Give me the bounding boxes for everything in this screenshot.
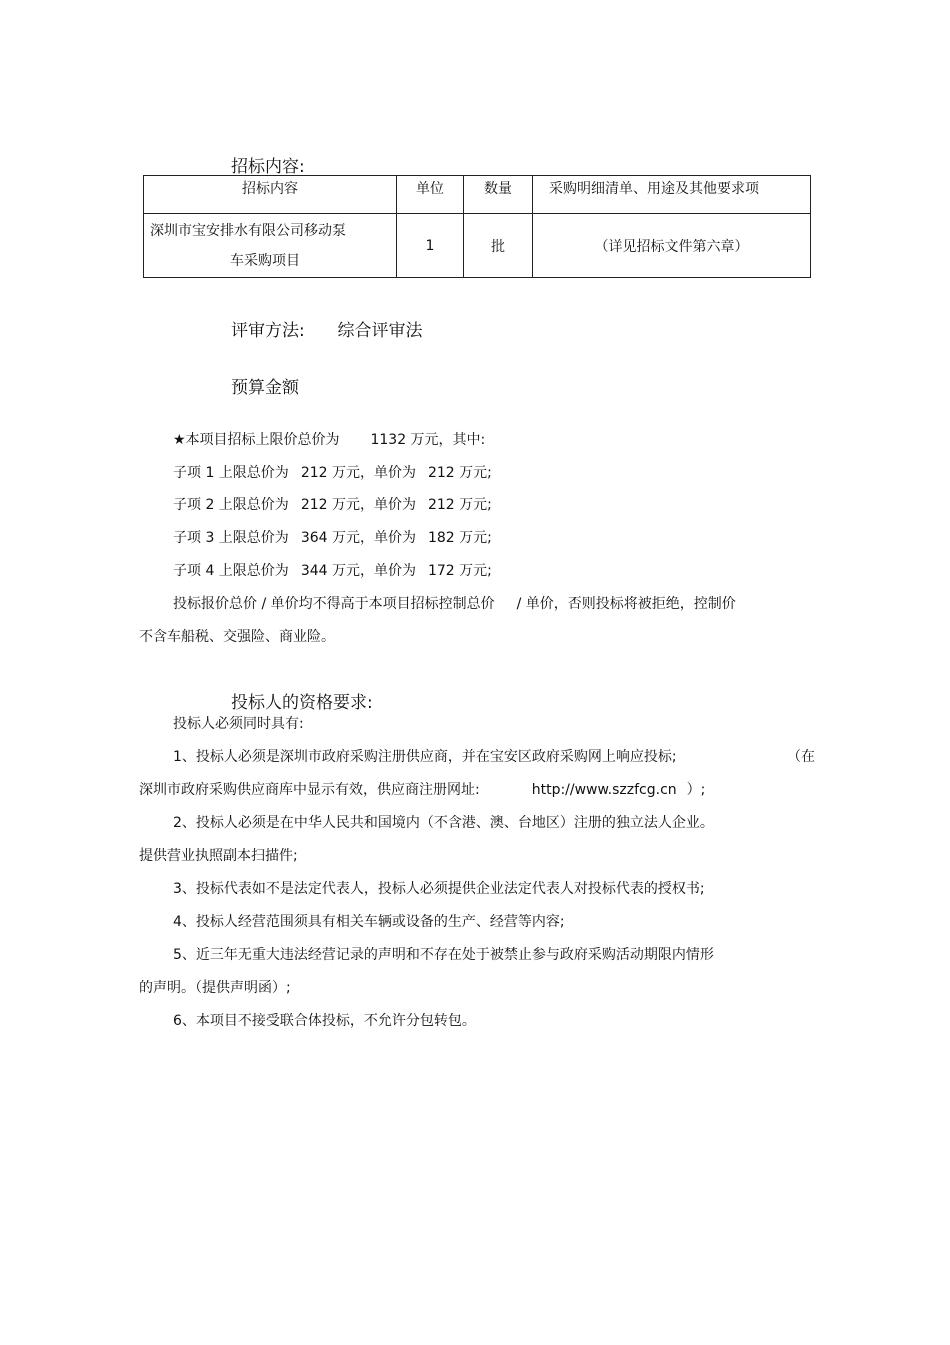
qualification-heading: 投标人的资格要求: — [231, 693, 373, 713]
budget-item: 子项 3 上限总价为 364 万元，单价为 182 万元; — [173, 530, 492, 546]
budget-note-line1: 投标报价总价 / 单价均不得高于本项目招标控制总价 / 单价，否则投标将被拒绝，控制价 — [173, 596, 736, 612]
requirement-3: 3、投标代表如不是法定代表人，投标人必须提供企业法定代表人对投标代表的授权书; — [173, 881, 705, 897]
requirement-5-line2: 的声明。（提供声明函）; — [139, 980, 291, 996]
evaluation-value: 综合评审法 — [337, 321, 423, 341]
budget-total — [173, 429, 485, 449]
budget-total-value: 1132 万元，其中: — [370, 432, 486, 448]
budget-heading: 预算金额 — [231, 378, 299, 398]
table-cell-content — [144, 214, 397, 278]
budget-item: 子项 4 上限总价为 344 万元，单价为 172 万元; — [173, 563, 492, 579]
requirement-2-line2: 提供营业执照副本扫描件; — [139, 848, 298, 864]
table-cell-requirements: （详见招标文件第六章） — [533, 214, 811, 278]
budget-item: 子项 1 上限总价为 212 万元，单价为 212 万元; — [173, 465, 492, 481]
table-header-cell: 数量 — [464, 176, 533, 214]
item-name-line1: 深圳市宝安排水有限公司移动泵 — [150, 223, 346, 239]
tender-content-heading: 招标内容: — [231, 157, 305, 177]
item-name-line2: 车采购项目 — [230, 253, 300, 269]
budget-note-line2: 不含车船税、交强险、商业险。 — [139, 629, 335, 645]
requirement-1-tail: （在 — [787, 749, 815, 765]
table-header-cell: 单位 — [397, 176, 464, 214]
table-cell-quantity: 批 — [464, 214, 533, 278]
requirement-1-line1: 1、投标人必须是深圳市政府采购注册供应商，并在宝安区政府采购网上响应投标; — [173, 749, 677, 765]
requirement-4: 4、投标人经营范围须具有相关车辆或设备的生产、经营等内容; — [173, 914, 565, 930]
budget-item: 子项 2 上限总价为 212 万元，单价为 212 万元; — [173, 497, 492, 513]
supplier-registration-url: http://www.szzfcg.cn — [531, 782, 677, 798]
requirement-6: 6、本项目不接受联合体投标，不允许分包转包。 — [173, 1013, 476, 1029]
table-header-cell: 采购明细清单、用途及其他要求项 — [533, 176, 811, 214]
tender-content-table — [143, 175, 811, 278]
table-row — [144, 214, 811, 278]
evaluation-label: 评审方法: — [231, 321, 305, 341]
evaluation-method — [231, 316, 423, 341]
table-cell-unit: 1 — [397, 214, 464, 278]
requirement-2-line1: 2、投标人必须是在中华人民共和国境内（不含港、澳、台地区）注册的独立法人企业。 — [173, 815, 714, 831]
requirement-1-line2: 深圳市政府采购供应商库中显示有效，供应商注册网址: http://www.szzfcg.cn ）; — [139, 782, 706, 798]
table-header-row — [144, 176, 811, 214]
requirement-5-line1: 5、近三年无重大违法经营记录的声明和不存在处于被禁止参与政府采购活动期限内情形 — [173, 947, 714, 963]
budget-total-label: ★本项目招标上限价总价为 — [173, 432, 340, 448]
qualification-intro: 投标人必须同时具有: — [173, 716, 304, 732]
table-header-cell: 招标内容 — [144, 176, 397, 214]
